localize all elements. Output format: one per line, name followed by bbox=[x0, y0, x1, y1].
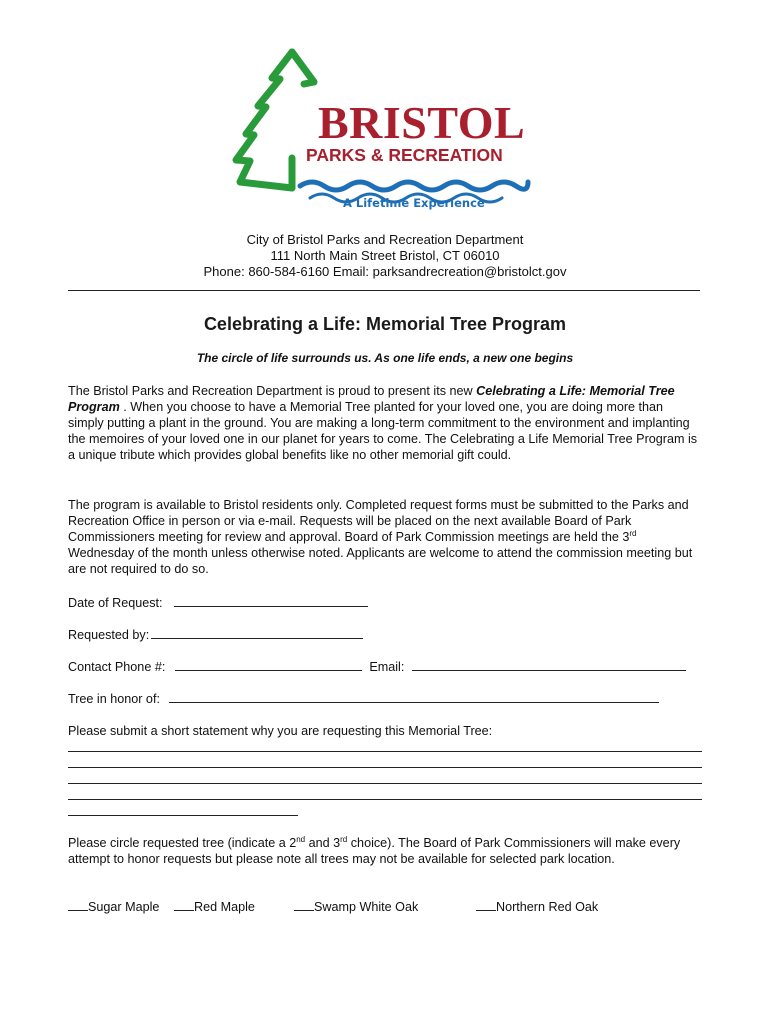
page-subtitle: The circle of life surrounds us. As one life ends, a new one begins bbox=[196, 351, 574, 365]
ordinal-suffix: rd bbox=[629, 528, 637, 538]
logo-subtitle: PARKS & RECREATION bbox=[306, 145, 503, 165]
requested-by-label: Requested by: bbox=[68, 628, 150, 642]
date-of-request-field bbox=[68, 595, 368, 611]
honor-input-line[interactable] bbox=[169, 691, 659, 703]
department-address: 111 North Main Street Bristol, CT 06010 bbox=[270, 248, 500, 263]
header-divider bbox=[68, 290, 700, 291]
tree-option-sugar-maple[interactable] bbox=[68, 899, 159, 915]
contact-phone-field bbox=[68, 659, 686, 675]
statement-line[interactable] bbox=[68, 751, 702, 752]
tree-option-label: Swamp White Oak bbox=[314, 900, 419, 914]
honor-label: Tree in honor of: bbox=[68, 692, 160, 706]
tree-option-red-maple[interactable] bbox=[174, 899, 255, 915]
requested-by-input-line[interactable] bbox=[151, 627, 363, 639]
tree-in-honor-field bbox=[68, 691, 659, 707]
intro-text-start: The Bristol Parks and Recreation Department is proud to present its new bbox=[68, 384, 477, 398]
intro-text-end: . When you choose to have a Memorial Tree planted for your loved one, you are doing more than simply putting a plant in the ground. You are making a long-term commitment to the environment and implanting the memoires of your loved one in our planet for years to come. The Celebrating a Life Memorial Tree Program is a unique tribute which provides global benefits like no other memorial gift could. bbox=[68, 400, 698, 462]
requested-by-field bbox=[68, 627, 363, 643]
statement-prompt: Please submit a short statement why you are requesting this Memorial Tree: bbox=[68, 724, 493, 738]
statement-line[interactable] bbox=[68, 767, 702, 768]
tree-option-label: Red Maple bbox=[194, 900, 255, 914]
date-label: Date of Request: bbox=[68, 596, 163, 610]
choice-blank[interactable] bbox=[294, 899, 314, 911]
tree-choice-text-start: Please circle requested tree (indicate a 2 bbox=[68, 836, 297, 850]
tree-choice-text-end: choice). The Board of Park Commissioners will make every attempt to honor requests but please note all trees may not be available for selected park location. bbox=[68, 836, 681, 866]
program-name: Celebrating a Life: Memorial Tree Program bbox=[68, 384, 675, 414]
department-contact: Phone: 860-584-6160 Email: parksandrecreation@bristolct.gov bbox=[203, 264, 567, 279]
email-input-line[interactable] bbox=[412, 659, 686, 671]
program-text-start: The program is available to Bristol residents only. Completed request forms must be submitted to the Parks and Recreation Office in person or via e-mail. Requests will be placed on the next available Board of Park Commissioners meeting for review and approval. Board of Park Commission meetings are held the 3 bbox=[68, 498, 689, 544]
phone-label: Contact Phone #: bbox=[68, 660, 166, 674]
tree-option-label: Sugar Maple bbox=[88, 900, 160, 914]
page-title: Celebrating a Life: Memorial Tree Program bbox=[203, 314, 567, 334]
tree-option-label: Northern Red Oak bbox=[496, 900, 599, 914]
choice-blank[interactable] bbox=[476, 899, 496, 911]
statement-line[interactable] bbox=[68, 815, 298, 816]
tree-choice-paragraph bbox=[68, 835, 702, 867]
email-label: Email: bbox=[369, 660, 405, 674]
logo-wordmark: BRISTOL bbox=[318, 97, 526, 148]
date-input-line[interactable] bbox=[174, 595, 368, 607]
choice-blank[interactable] bbox=[68, 899, 88, 911]
statement-line[interactable] bbox=[68, 799, 702, 800]
tree-option-swamp-white-oak[interactable] bbox=[294, 899, 418, 915]
ordinal-suffix: rd bbox=[340, 834, 348, 844]
logo-tagline: A Lifetime Experience bbox=[343, 196, 485, 210]
department-name: City of Bristol Parks and Recreation Department bbox=[246, 232, 524, 247]
program-paragraph bbox=[68, 497, 702, 577]
choice-blank[interactable] bbox=[174, 899, 194, 911]
intro-paragraph bbox=[68, 383, 702, 463]
statement-line[interactable] bbox=[68, 783, 702, 784]
tree-choice-text-mid: and 3 bbox=[305, 836, 341, 850]
phone-input-line[interactable] bbox=[175, 659, 362, 671]
tree-option-northern-red-oak[interactable] bbox=[476, 899, 598, 915]
ordinal-suffix: nd bbox=[296, 834, 306, 844]
program-text-end: Wednesday of the month unless otherwise noted. Applicants are welcome to attend the commission meeting but are not required to do so. bbox=[68, 546, 693, 576]
bristol-parks-logo bbox=[230, 48, 550, 216]
